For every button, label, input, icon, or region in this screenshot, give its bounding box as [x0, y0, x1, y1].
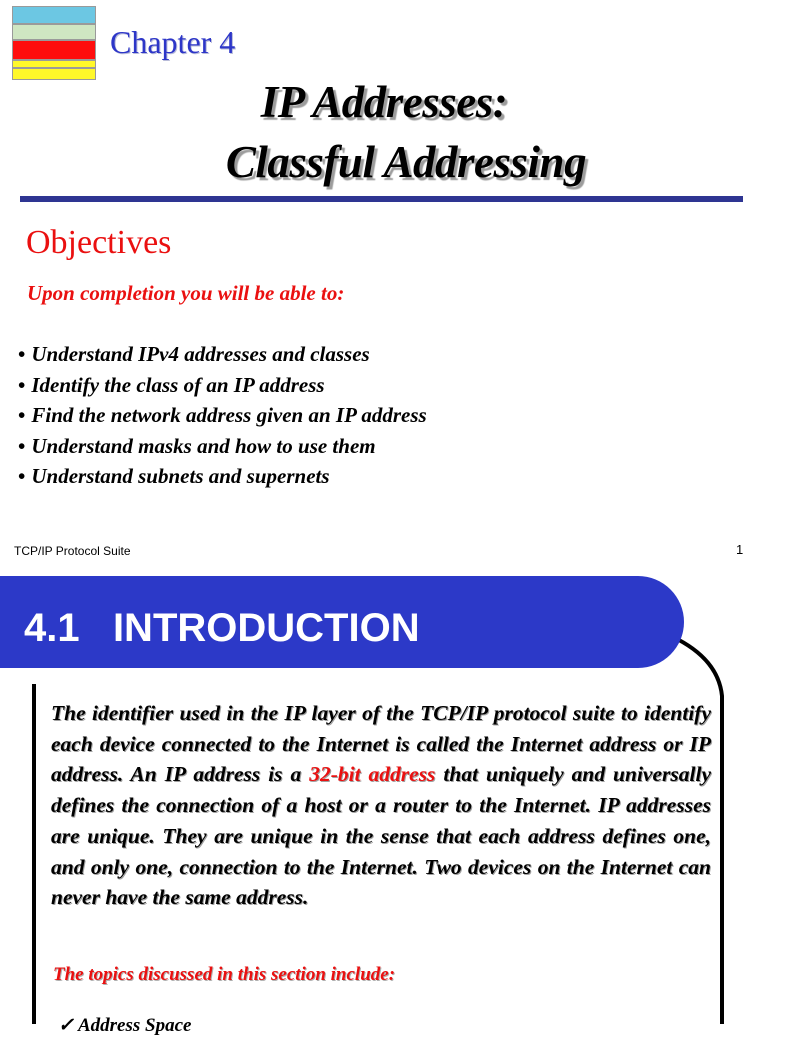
decor-stripe-yellow	[12, 60, 96, 68]
paragraph-text-cont: that uniquely and universally defines the connection of a host or a router to the Internet. IP addresses are unique. They are unique in the sense that each address defines one, and only one, connection to the Internet. Two devices on the Internet can never have the same address.	[51, 762, 711, 910]
decor-stripe-green	[12, 24, 96, 40]
objective-text: Find the network address given an IP address	[31, 403, 427, 427]
section-title: 4.1 INTRODUCTION	[24, 606, 420, 650]
topics-heading: The topics discussed in this section include:	[53, 964, 396, 985]
topic-text: Address Space	[77, 1015, 192, 1036]
objectives-subheading: Upon completion you will be able to:	[27, 281, 345, 305]
objective-text: Understand masks and how to use them	[31, 433, 376, 458]
list-item	[18, 461, 427, 492]
highlight-32-bit: 32-bit address	[309, 762, 436, 787]
section-banner	[0, 576, 684, 668]
slide-2	[0, 576, 768, 1036]
decor-stripe-red	[12, 40, 96, 60]
paragraph-text: The identifier used in the IP layer of the TCP/IP protocol suite to identify each device connected to the Internet is called the Internet address or IP address. An IP address is a	[51, 701, 711, 787]
objective-text: Understand IPv4 addresses and classes	[31, 342, 370, 366]
decor-stripe-cyan	[12, 6, 96, 24]
list-item	[18, 400, 427, 431]
title-divider	[20, 196, 743, 202]
list-item	[18, 370, 427, 401]
objective-text: Understand subnets and supernets	[31, 464, 330, 488]
objectives-heading: Objectives	[26, 224, 172, 261]
bullet-icon: •	[18, 403, 26, 427]
list-item	[18, 431, 427, 462]
bullet-icon: •	[18, 433, 26, 458]
list-item	[18, 339, 427, 370]
slide-title-line-2: Classful Addressing	[225, 137, 587, 187]
intro-paragraph	[51, 698, 711, 913]
topic-item-partial	[58, 1014, 191, 1037]
bullet-icon: •	[18, 372, 26, 397]
chapter-label: Chapter 4	[110, 24, 236, 60]
bullet-icon: •	[18, 464, 26, 488]
bullet-icon: ✓	[58, 1015, 78, 1036]
slide-title-line-1: IP Addresses:	[260, 77, 508, 127]
footer-course-name: TCP/IP Protocol Suite	[14, 544, 131, 558]
page-number: 1	[736, 542, 744, 557]
bullet-icon: •	[18, 342, 26, 366]
objective-text: Identify the class of an IP address	[31, 372, 325, 397]
objectives-list	[18, 339, 427, 492]
